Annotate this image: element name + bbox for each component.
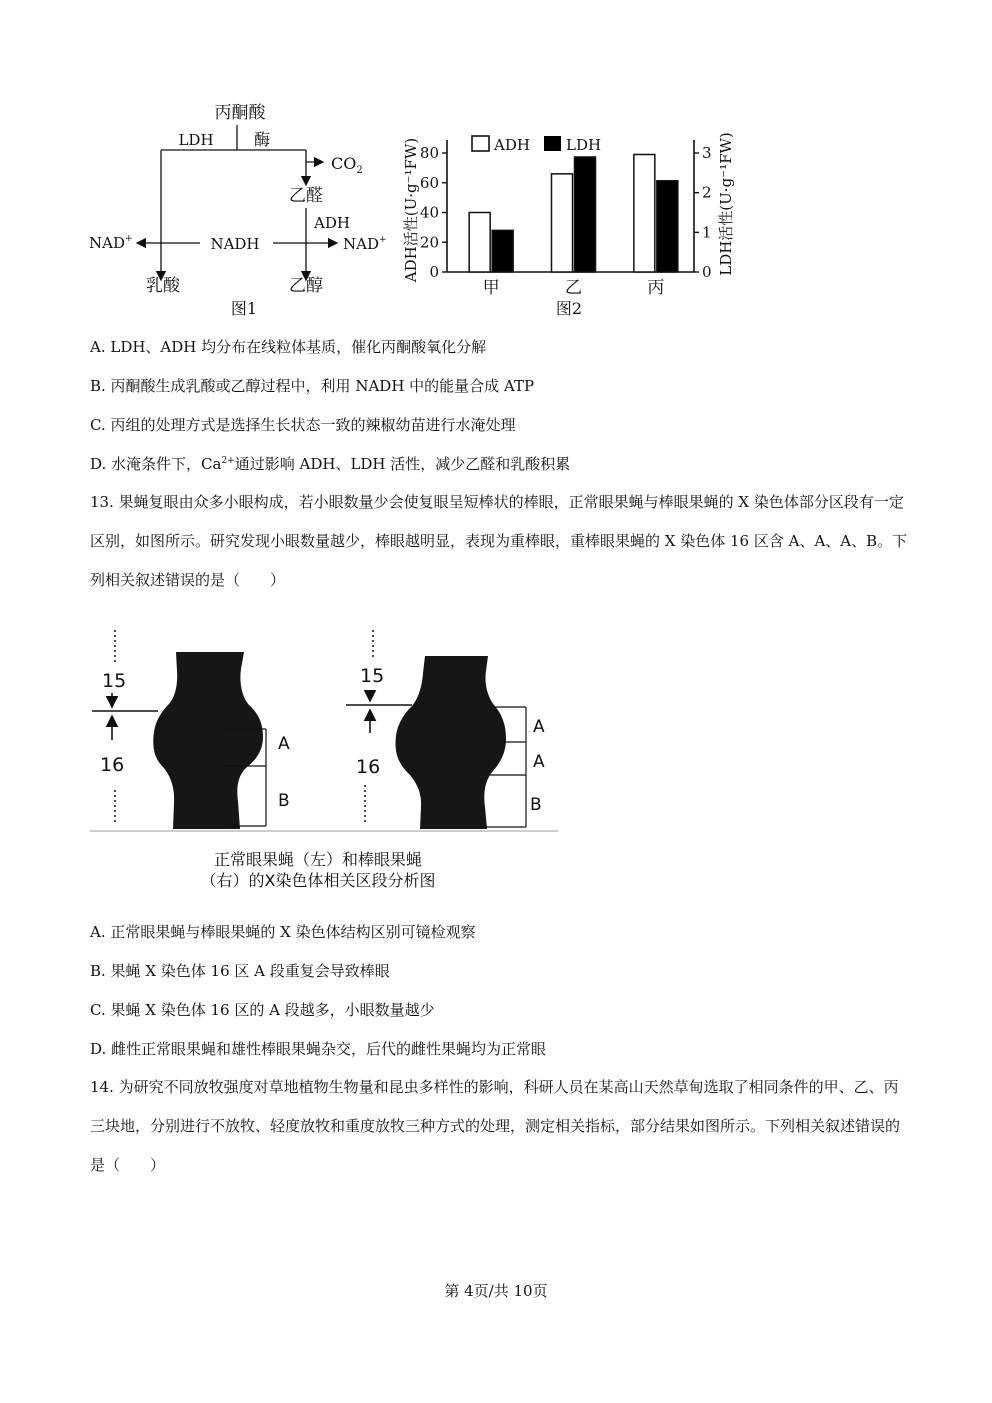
left-tick-label: 60 bbox=[419, 173, 439, 192]
figure-3-caption-line1: 正常眼果蝇（左）和棒眼果蝇 bbox=[213, 850, 423, 869]
category-label: 乙 bbox=[565, 278, 582, 298]
left-tick-label: 80 bbox=[419, 144, 439, 162]
adh-label: ADH bbox=[314, 214, 350, 232]
q14-stem: 14. 为研究不同放牧强度对草地植物生物量和昆虫多样性的影响，科研人员在某高山天然草甸选取了相同条件的甲、乙、丙三块地，分别进行不放牧、轻度放牧和重度放牧三种方式的处理，测定相关指标，部分结果如图所示。下列相关叙述错误的是（ ） bbox=[90, 1078, 901, 1174]
q12-option-a: A. LDH、ADH 均分布在线粒体基质，催化丙酮酸氧化分解 bbox=[90, 338, 487, 356]
left-axis-title: ADH活性(U·g⁻¹FW) bbox=[402, 137, 420, 283]
right-region-16-label: 16 bbox=[356, 756, 381, 778]
figure-2-caption: 图2 bbox=[555, 299, 583, 318]
right-tick-label: 0 bbox=[702, 263, 712, 281]
left-region-15-label: 15 bbox=[102, 670, 127, 692]
left-tick-label: 40 bbox=[419, 203, 439, 222]
right-axis-title: LDH活性(U·g⁻¹FW) bbox=[717, 132, 735, 276]
page-footer: 第 4页/共 10页 bbox=[444, 1282, 548, 1300]
legend-adh-label: ADH bbox=[494, 136, 530, 154]
nadh-label: NADH bbox=[210, 235, 260, 253]
right-tick-label: 3 bbox=[702, 144, 712, 162]
right-tick-label: 1 bbox=[702, 223, 712, 242]
bar-adh-1 bbox=[469, 213, 490, 273]
bar-adh-3 bbox=[634, 154, 655, 272]
right-segment-a2-label: A bbox=[533, 752, 545, 772]
bar-ldh-2 bbox=[575, 157, 596, 272]
nad-right-label: NAD+ bbox=[343, 235, 387, 253]
q13-option-d: D. 雌性正常眼果蝇和雄性棒眼果蝇杂交，后代的雌性果蝇均为正常眼 bbox=[90, 1040, 547, 1058]
ldh-label: LDH bbox=[178, 131, 214, 149]
q13-option-b: B. 果蝇 X 染色体 16 区 A 段重复会导致棒眼 bbox=[90, 962, 390, 980]
co2-label: $CO_2$ bbox=[331, 154, 363, 176]
legend-ldh-swatch bbox=[544, 136, 561, 151]
q13-stem: 13. 果蝇复眼由众多小眼构成，若小眼数量少会使复眼呈短棒状的棒眼，正常眼果蝇与棒眼果蝇的 X 染色体部分区段有一定区别，如图所示。研究发现小眼数量越少，棒眼越明显，表现为重棒眼，重棒眼果蝇的 X 染色体 16 区含 A、A、A、B。下列相关叙述错误的是（ ） bbox=[90, 493, 908, 589]
ethanol-label: 乙醇 bbox=[289, 276, 323, 296]
q12-option-d: D. 水淹条件下，$Ca^{2+}$通过影响 ADH、LDH 活性，减少乙醛和乳酸积累 bbox=[90, 455, 571, 473]
bar-ldh-3 bbox=[657, 181, 678, 272]
figure-3-caption-line2: （右）的X染色体相关区段分析图 bbox=[200, 871, 436, 890]
right-segment-b-label: B bbox=[530, 795, 542, 815]
category-label: 丙 bbox=[647, 278, 665, 298]
lactate-label: 乳酸 bbox=[146, 276, 180, 296]
figure-1-caption: 图1 bbox=[230, 299, 258, 318]
legend-adh-swatch bbox=[472, 136, 489, 151]
bar-ldh-1 bbox=[492, 230, 513, 272]
enzyme-label: 酶 bbox=[253, 130, 271, 149]
nad-left-label: NAD+ bbox=[89, 234, 133, 252]
pyruvate-label: 丙酮酸 bbox=[214, 103, 266, 123]
left-region-16-label: 16 bbox=[100, 754, 125, 776]
left-tick-label: 20 bbox=[419, 233, 439, 252]
q13-option-a: A. 正常眼果蝇与棒眼果蝇的 X 染色体结构区别可镜检观察 bbox=[90, 923, 476, 941]
left-segment-a-label: A bbox=[278, 734, 290, 754]
q12-option-b: B. 丙酮酸生成乳酸或乙醇过程中，利用 NADH 中的能量合成 ATP bbox=[90, 377, 535, 395]
figure-1-pathway bbox=[85, 95, 405, 325]
acetaldehyde-label: 乙醛 bbox=[289, 186, 323, 206]
figure-2-chart bbox=[395, 120, 745, 325]
right-segment-a1-label: A bbox=[533, 717, 545, 737]
q13-option-c: C. 果蝇 X 染色体 16 区的 A 段越多，小眼数量越少 bbox=[90, 1001, 435, 1019]
q12-option-c: C. 丙组的处理方式是选择生长状态一致的辣椒幼苗进行水淹处理 bbox=[90, 416, 516, 434]
category-label: 甲 bbox=[482, 278, 500, 298]
left-segment-b-label: B bbox=[278, 791, 290, 811]
left-chromosome bbox=[153, 652, 263, 829]
right-tick-label: 2 bbox=[702, 183, 712, 202]
right-region-15-label: 15 bbox=[360, 665, 385, 687]
right-chromosome bbox=[396, 656, 507, 829]
bar-adh-2 bbox=[552, 174, 573, 272]
figure-3-chromosome bbox=[90, 615, 560, 905]
legend-ldh-label: LDH bbox=[566, 136, 602, 154]
left-tick-label: 0 bbox=[429, 263, 439, 281]
